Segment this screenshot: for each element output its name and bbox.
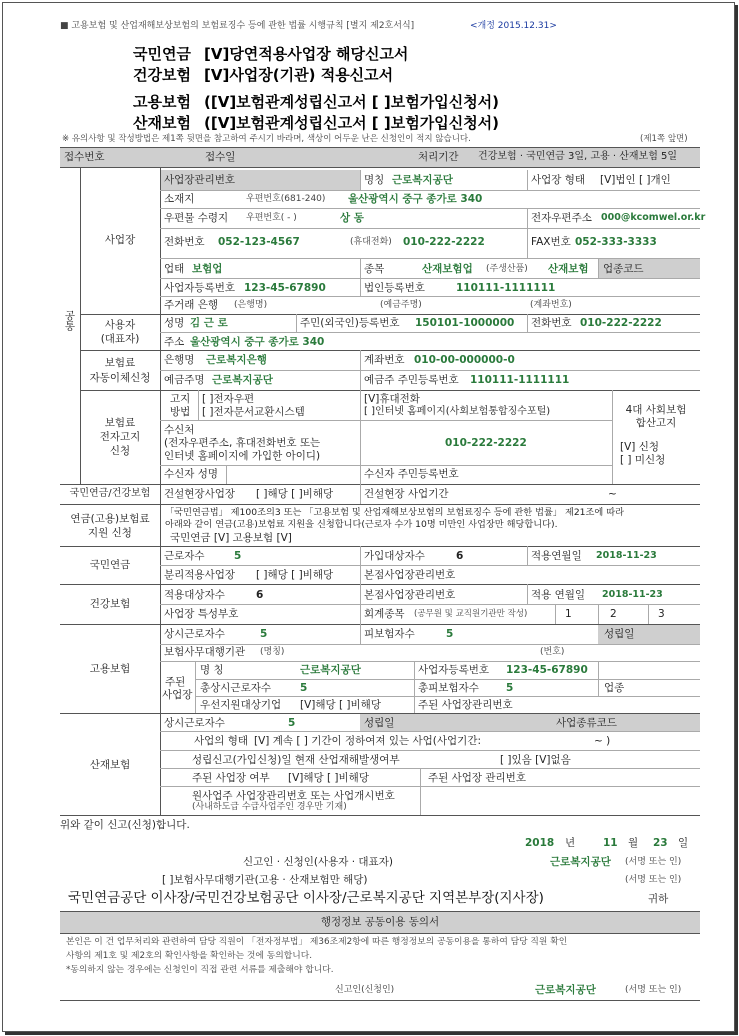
autopay-label-1: 보험료	[104, 357, 136, 369]
consent-title: 행정정보 공동이용 동의서	[320, 916, 440, 928]
business-type-value[interactable]: 보험업	[192, 263, 223, 275]
employ-established-label: 성립일	[604, 628, 635, 640]
applicant-name[interactable]: 근로복지공단	[550, 856, 611, 868]
receipt-no-label: 접수번호	[64, 151, 105, 163]
owner-name-label: 성명	[164, 317, 185, 329]
main-regno-label: 사업자등록번호	[418, 664, 490, 676]
date-year-suffix: 년	[565, 837, 576, 849]
construction-site-option[interactable]: [ ]해당 [ ]비해당	[256, 488, 334, 500]
date-day[interactable]: 23	[653, 837, 668, 849]
pension-workers[interactable]: 5	[234, 550, 242, 562]
employ-insured-label: 피보험자수	[364, 628, 415, 640]
notice-method-label-2: 방법	[170, 406, 191, 418]
mail-address-value[interactable]: 상 동	[340, 212, 364, 224]
autopay-label-2: 자동이체신청	[89, 372, 151, 384]
enotice-label-3: 신청	[109, 445, 131, 457]
common-label: 공통	[63, 310, 76, 331]
mobile-value[interactable]: 010-222-2222	[403, 236, 485, 248]
autopay-holder[interactable]: 근로복지공단	[212, 374, 273, 386]
dest-label-1: 수신처	[164, 424, 195, 436]
consent-signer-label: 신고인(신청인)	[335, 985, 395, 995]
page-indicator: (제1쪽 앞면)	[640, 134, 688, 144]
injury-main-option[interactable]: [V]해당 [ ]비해당	[288, 772, 369, 784]
owner-id-label: 주민(외국인)등록번호	[300, 317, 400, 329]
autopay-holder-id[interactable]: 110111-1111111	[470, 374, 570, 386]
dest-label-3: 인터넷 홈페이지에 가입한 아이디)	[164, 450, 321, 462]
combined-notice-label-2: 합산고지	[635, 417, 677, 429]
owner-name[interactable]: 김 근 로	[190, 317, 228, 329]
addressee-suffix: 귀하	[648, 893, 669, 905]
title-pension-label: 국민연금	[133, 45, 191, 63]
health-account-3[interactable]: 3	[658, 608, 665, 620]
workplace-type[interactable]: [V]법인 [ ]개인	[600, 174, 671, 186]
title-health-text: [V]사업장(기관) 적용신고서	[204, 66, 394, 84]
owner-address-label: 주소	[164, 336, 185, 348]
consent-line-3: *동의하지 않는 경우에는 신청인이 직접 관련 서류를 제출해야 합니다.	[66, 965, 334, 975]
phone-value[interactable]: 052-123-4567	[218, 236, 300, 248]
injury-form-period[interactable]: ~ )	[594, 735, 611, 747]
injury-label: 산재보험	[89, 759, 131, 771]
injury-main-label: 주된 사업장 여부	[192, 772, 270, 784]
health-label: 건강보험	[89, 598, 131, 610]
workplace-label: 사업장	[104, 234, 136, 246]
main-workplace-label-1: 주된	[165, 676, 186, 688]
injury-sub-label-1: 원사업주 사업장관리번호 또는 사업개시번호	[192, 790, 395, 802]
address-label: 소재지	[164, 193, 195, 205]
business-item-label: 종목	[364, 263, 385, 275]
phone-label: 전화번호	[164, 236, 205, 248]
industry-code-label: 업종코드	[603, 263, 644, 275]
pension-target-label: 가입대상자수	[364, 550, 425, 562]
dest-value[interactable]: 010-222-2222	[445, 437, 527, 449]
main-total-insured[interactable]: 5	[506, 682, 514, 694]
business-item-value[interactable]: 산재보험업	[422, 263, 473, 275]
fax-label: FAX번호	[531, 236, 571, 248]
workplace-name[interactable]: 근로복지공단	[392, 174, 453, 186]
recipient-id-label: 수신자 주민등록번호	[364, 468, 459, 480]
main-total-workers[interactable]: 5	[300, 682, 308, 694]
addressee: 국민연금공단 이사장/국민건강보험공단 이사장/근로복지공단 지역본부장(지사장)	[68, 890, 544, 906]
subsidy-options[interactable]: 국민연금 [V] 고용보험 [V]	[170, 532, 292, 544]
combined-notice-label-1: 4대 사회보험	[625, 404, 687, 416]
autopay-holder-label: 예금주명	[164, 374, 205, 386]
applicant-label: 신고인 · 신청인(사용자 · 대표자)	[243, 856, 393, 868]
owner-label-1: 사용자	[104, 319, 136, 331]
main-mgmt-label: 주된 사업장관리번호	[418, 699, 513, 711]
mail-address-label: 우편물 수령지	[164, 212, 229, 224]
title-health-label: 건강보험	[133, 66, 191, 84]
injury-form-label: 사업의 형태	[194, 735, 249, 747]
priority-label: 우선지원대상기업	[200, 699, 282, 711]
main-total-workers-label: 총상시근로자수	[200, 682, 272, 694]
autopay-holder-id-label: 예금주 주민등록번호	[364, 374, 459, 386]
construction-period-value[interactable]: ~	[608, 488, 617, 500]
main-workplace-label-2: 사업장	[162, 689, 193, 701]
date-month-suffix: 월	[628, 837, 639, 849]
employ-label: 고용보험	[89, 663, 131, 675]
employ-agency-no[interactable]: (번호)	[540, 647, 565, 657]
combined-notice-apply[interactable]: [V] 신청	[620, 441, 659, 453]
mgmt-no-label: 사업장관리번호	[164, 174, 236, 186]
email-value[interactable]: 000@kcomwel.or.kr	[601, 212, 706, 223]
injury-form-option[interactable]: [V] 계속 [ ] 기간이 정하여져 있는 사업(사업기간:	[254, 735, 481, 747]
title-employment-text: ([V]보험관계성립신고서 [ ]보험가입신청서)	[204, 93, 500, 111]
enotice-label-2: 전자고지	[99, 431, 141, 443]
health-account-2[interactable]: 2	[610, 608, 617, 620]
health-account-note: (공무원 및 교직원기관만 작성)	[414, 609, 528, 619]
construct-label: 국민연금/건강보험	[69, 488, 151, 499]
subsidy-text-1: 「국민연금법」 제100조의3 또는 「고용보험 및 산업재해보상보험의 보험료징수 등에 관한 법률」 제21조에 따라	[165, 507, 624, 518]
title-pension-text: [V]당연적용사업장 해당신고서	[204, 45, 409, 63]
biz-regno-label: 사업자등록번호	[164, 282, 236, 294]
enotice-label-1: 보험료	[104, 417, 136, 429]
health-target-label: 적용대상자수	[164, 589, 225, 601]
consent-sign[interactable]: (서명 또는 인)	[625, 985, 682, 995]
subsidy-label-1: 연금(고용)보험료	[70, 513, 150, 525]
main-product-value[interactable]: 산재보험	[548, 263, 589, 275]
health-date-label: 적용 연월일	[531, 589, 586, 601]
main-bank-label: 주거래 은행	[164, 299, 219, 311]
injury-main-no-label: 주된 사업장 관리번호	[428, 772, 526, 784]
owner-phone[interactable]: 010-222-2222	[580, 317, 662, 329]
autopay-bank[interactable]: 근로복지은행	[206, 354, 267, 366]
revision-date: <개정 2015.12.31>	[470, 21, 557, 31]
option-homepage[interactable]: [ ]인터넷 홈페이지(사회보험통합징수포털)	[364, 406, 551, 417]
bank-account-field[interactable]: (계좌번호)	[530, 300, 572, 310]
health-head-label: 본점사업장관리번호	[364, 589, 456, 601]
pension-workers-label: 근로자수	[164, 550, 205, 562]
injury-established-label: 성립일	[364, 717, 395, 729]
corp-regno-value[interactable]: 110111-1111111	[456, 282, 556, 294]
pension-date-label: 적용연월일	[531, 550, 582, 562]
employ-regular-label: 상시근로자수	[164, 628, 225, 640]
bank-holder-field[interactable]: (예금주명)	[380, 300, 422, 310]
pension-head-label: 본점사업장관리번호	[364, 569, 456, 581]
consent-signer[interactable]: 근로복지공단	[535, 984, 596, 996]
main-industry-label: 업종	[604, 682, 625, 694]
applicant-sign[interactable]: (서명 또는 인)	[625, 857, 682, 867]
injury-code-label: 사업종류코드	[556, 717, 617, 729]
notice-text: ※ 유의사항 및 작성방법은 제1쪽 뒷면을 참고하여 주시기 바라며, 색상이 어두운 난은 신청인이 적지 않습니다.	[62, 134, 471, 144]
processing-period-label: 처리기간	[418, 151, 459, 163]
main-total-insured-label: 총피보험자수	[418, 682, 479, 694]
notice-method-label-1: 고지	[170, 393, 191, 405]
injury-accident-option[interactable]: [ ]있음 [V]없음	[500, 754, 571, 766]
receipt-date-label: 접수일	[205, 151, 236, 163]
title-employment-label: 고용보험	[133, 93, 191, 111]
priority-option[interactable]: [V]해당 [ ]비해당	[300, 699, 381, 711]
dest-label-2: (전자우편주소, 휴대전화번호 또는	[164, 437, 321, 449]
corp-regno-label: 법인등록번호	[364, 282, 425, 294]
pension-branch-label: 분리적용사업장	[164, 569, 236, 581]
consent-line-2: 사항의 제1호 및 제2호의 확인사항을 확인하는 것에 동의합니다.	[66, 951, 313, 961]
processing-period: 건강보험 · 국민연금 3일, 고용 · 산재보험 5일	[478, 151, 678, 162]
owner-id[interactable]: 150101-1000000	[415, 317, 515, 329]
health-account-label: 회계종목	[364, 608, 405, 620]
recipient-name-label: 수신자 성명	[164, 468, 219, 480]
pension-label: 국민연금	[89, 559, 131, 571]
subsidy-label-2: 지원 신청	[88, 527, 132, 539]
consent-line-1: 본인은 이 건 업무처리와 관련하여 담당 직원이 「전자정부법」 제36조제2항에 따른 행정정보의 공동이용을 통하여 담당 직원 확인	[66, 937, 568, 947]
autopay-bank-label: 은행명	[164, 354, 195, 366]
injury-sub-label-2: (사내하도급 수급사업주인 경우만 기재)	[192, 802, 347, 812]
main-regno[interactable]: 123-45-67890	[506, 664, 588, 676]
owner-label-2: (대표자)	[100, 333, 140, 345]
option-mobile[interactable]: [V]휴대전화	[364, 393, 420, 405]
injury-header-shade	[360, 713, 700, 731]
email-label: 전자우편주소	[531, 212, 592, 224]
employ-insured[interactable]: 5	[446, 628, 454, 640]
agency-applicant-label: [ ]보험사무대행기관(고용 · 산재보험만 해당)	[162, 874, 368, 886]
workplace-name-label: 명칭	[364, 174, 385, 186]
main-product-label: (주생산품)	[486, 264, 528, 274]
main-name-label: 명 칭	[200, 664, 224, 676]
pension-target[interactable]: 6	[456, 550, 464, 562]
owner-address[interactable]: 울산광역시 중구 종가로 340	[190, 336, 325, 348]
biz-regno-value[interactable]: 123-45-67890	[244, 282, 326, 294]
injury-regular-label: 상시근로자수	[164, 717, 225, 729]
mail-zip[interactable]: 우편번호( - )	[246, 213, 297, 223]
owner-phone-label: 전화번호	[531, 317, 572, 329]
workplace-type-label: 사업장 형태	[531, 174, 586, 186]
mobile-label: (휴대전화)	[350, 237, 392, 247]
employ-agency-name[interactable]: (명칭)	[260, 647, 285, 657]
declaration-text: 위와 같이 신고(신청)합니다.	[60, 819, 190, 831]
health-special-label: 사업장 특성부호	[164, 608, 239, 620]
employ-agency-label: 보험사무대행기관	[164, 646, 246, 658]
injury-accident-label: 성립신고(가입신청)일 현재 산업재해발생여부	[192, 754, 400, 766]
business-type-label: 업태	[164, 263, 185, 275]
fax-value[interactable]: 052-333-3333	[575, 236, 657, 248]
date-month[interactable]: 11	[603, 837, 618, 849]
date-day-suffix: 일	[678, 837, 689, 849]
subsidy-text-2: 아래와 같이 연금(고용)보험료 지원을 신청합니다(근로자 수가 10명 미만인 사업장만 해당합니다).	[165, 519, 558, 530]
pension-date[interactable]: 2018-11-23	[596, 550, 657, 561]
date-year[interactable]: 2018	[525, 837, 555, 849]
autopay-account-label: 계좌번호	[364, 354, 405, 366]
employ-regular[interactable]: 5	[260, 628, 268, 640]
option-email[interactable]: [ ]전자우편	[202, 393, 255, 405]
title-injury-label: 산재보험	[133, 114, 191, 132]
construction-period-label: 건설현장 사업기간	[364, 488, 449, 500]
construction-site-label: 건설현장사업장	[164, 488, 236, 500]
health-target[interactable]: 6	[256, 589, 264, 601]
main-name[interactable]: 근로복지공단	[300, 664, 361, 676]
agency-sign[interactable]: (서명 또는 인)	[625, 875, 682, 885]
address-zip[interactable]: 우편번호(681-240)	[246, 194, 326, 204]
bank-name-field[interactable]: (은행명)	[234, 300, 268, 310]
injury-regular[interactable]: 5	[288, 717, 296, 729]
health-account-1[interactable]: 1	[565, 608, 572, 620]
address-value[interactable]: 울산광역시 중구 종가로 340	[348, 193, 483, 205]
autopay-account[interactable]: 010-00-000000-0	[414, 354, 515, 366]
combined-notice-no[interactable]: [ ] 미신청	[620, 454, 666, 466]
pension-branch-option[interactable]: [ ]해당 [ ]비해당	[256, 569, 334, 581]
health-date[interactable]: 2018-11-23	[602, 589, 663, 600]
title-injury-text: ([V]보험관계성립신고서 [ ]보험가입신청서)	[204, 114, 500, 132]
option-edi[interactable]: [ ]전자문서교환시스템	[202, 406, 305, 418]
form-reference: ■ 고용보험 및 산업재해보상보험의 보험료징수 등에 관한 법률 시행규칙 [별지 제2호서식]	[60, 21, 415, 31]
